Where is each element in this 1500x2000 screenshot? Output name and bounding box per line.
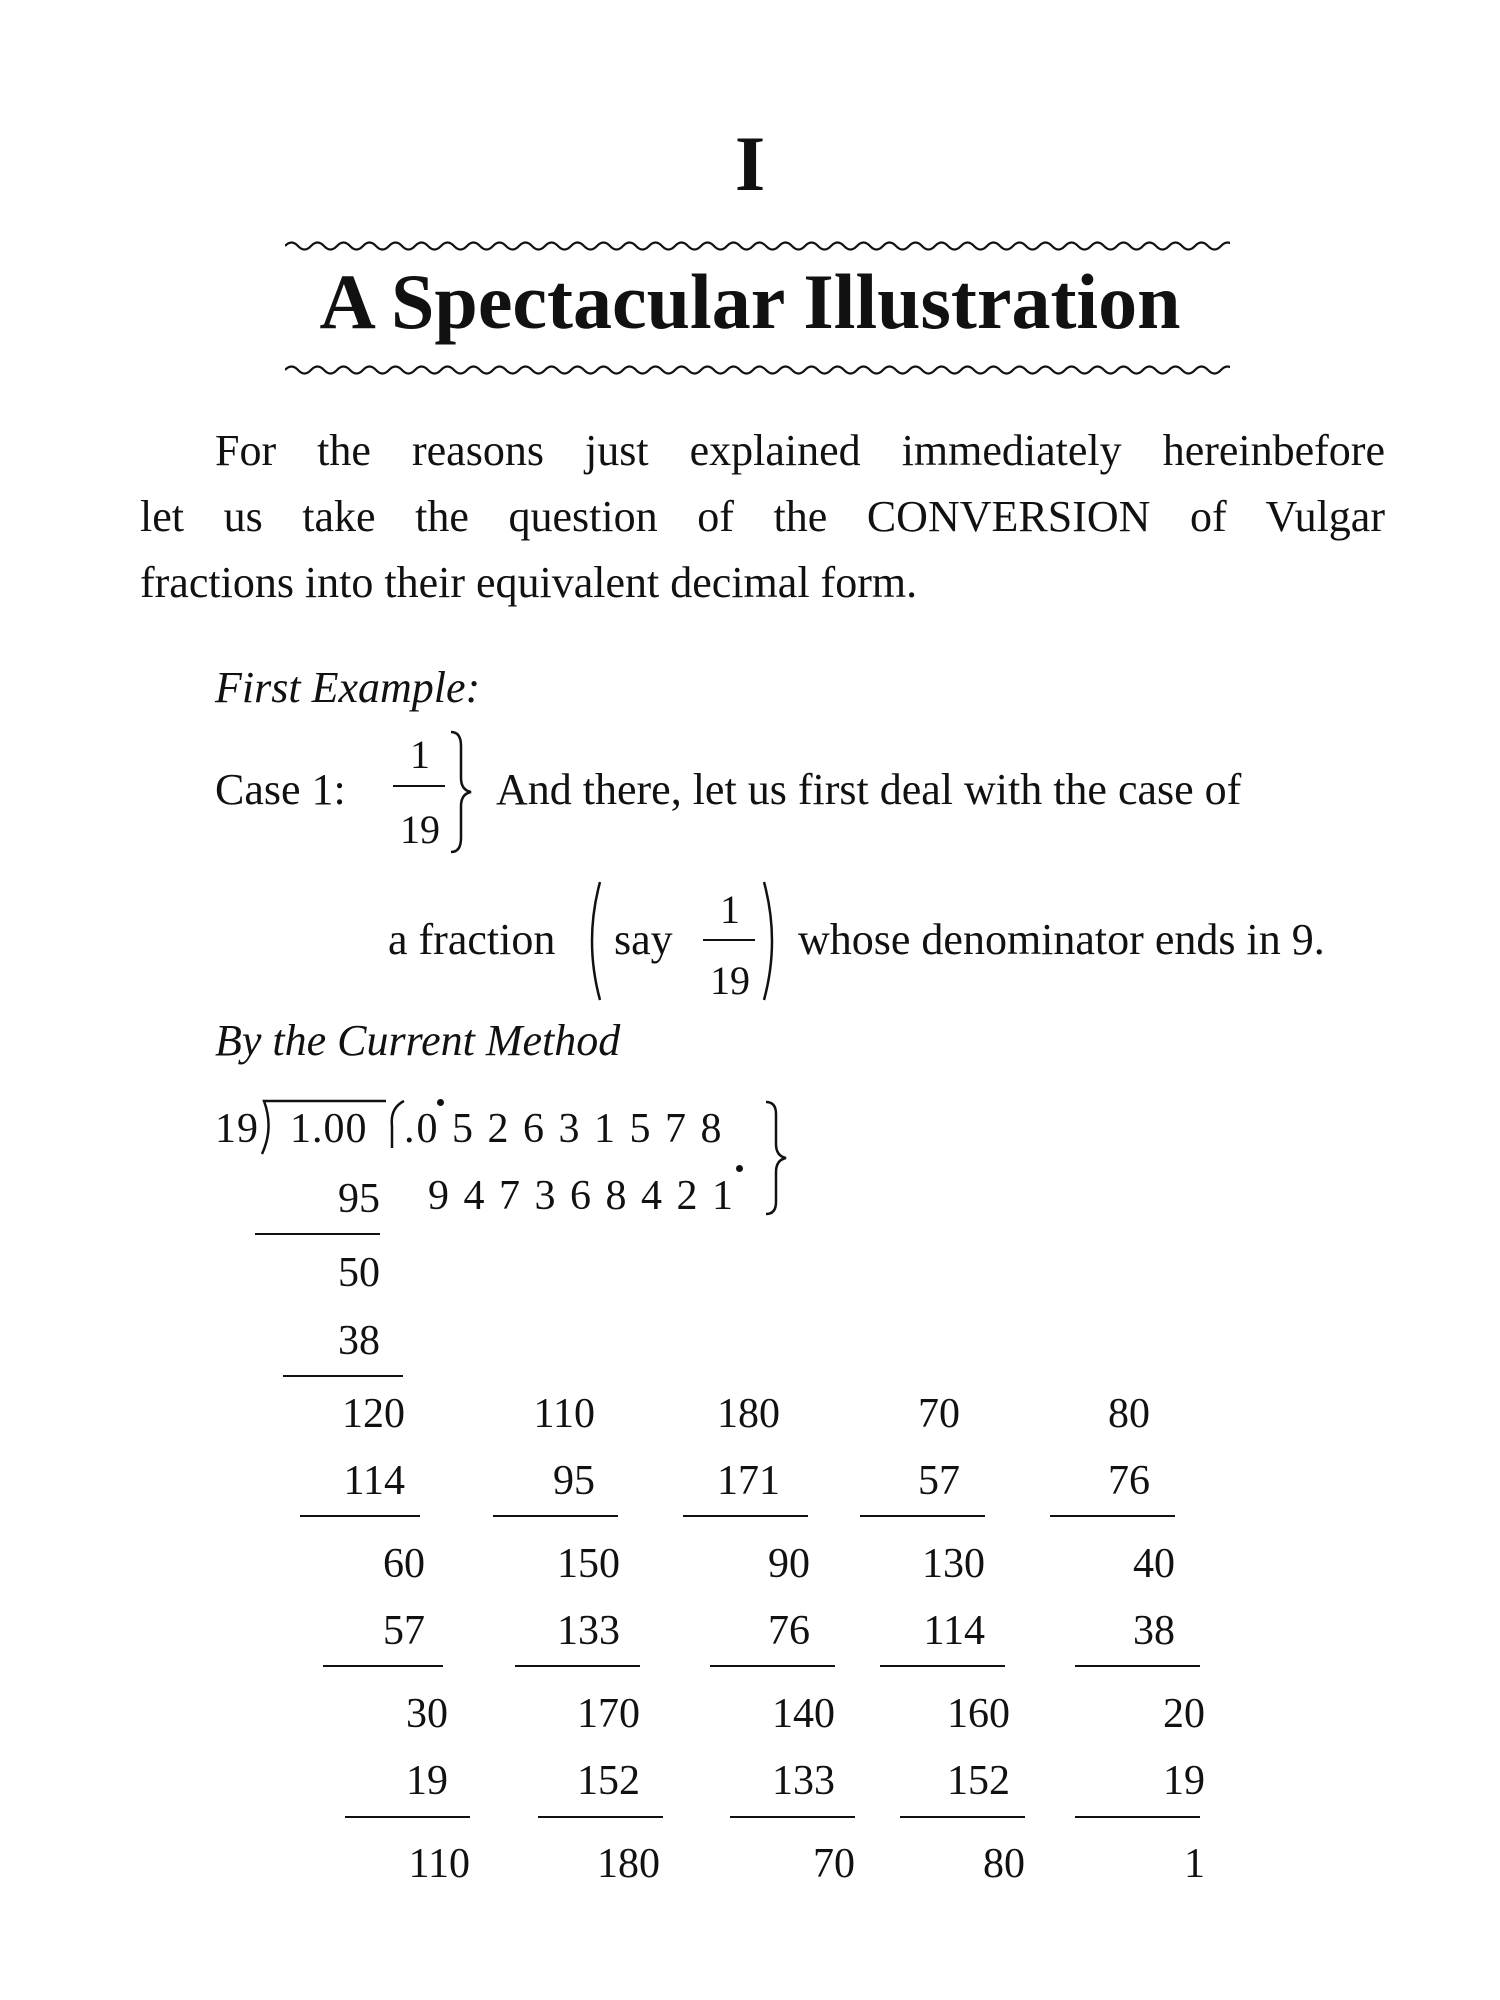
quotient-brace-icon: [762, 1098, 794, 1218]
say-fraction-denominator: 19: [710, 958, 750, 1003]
col4-rule: [860, 1515, 985, 1517]
intro-line-3: fractions into their equivalent decimal form.: [140, 558, 918, 607]
col1-value: 60: [383, 1541, 425, 1587]
right-paren-icon: [760, 878, 784, 1004]
intro-line-1: For the reasons just explained immediately hereinbefore: [215, 426, 1385, 475]
col3-rule: [730, 1816, 855, 1818]
step-50: 50: [338, 1250, 380, 1296]
col5-value: 38: [1133, 1608, 1175, 1654]
col2-rule: [538, 1816, 663, 1818]
col1-rule: [323, 1665, 443, 1667]
col2-value: 150: [557, 1541, 620, 1587]
col2-value: 180: [597, 1841, 660, 1887]
col5-rule: [1050, 1515, 1175, 1517]
col5-value: 20: [1163, 1691, 1205, 1737]
quotient-row-1: .0 5 2 6 3 1 5 7 8: [404, 1106, 724, 1152]
col1-value: 120: [342, 1391, 405, 1437]
left-paren-icon: [580, 878, 604, 1004]
col4-value: 80: [983, 1841, 1025, 1887]
col1-value: 110: [408, 1841, 470, 1887]
intro-line-2: let us take the question of the CONVERSION of Vulgar: [140, 492, 1385, 541]
recurring-dot-end: [736, 1165, 743, 1172]
step-rule: [283, 1375, 403, 1377]
col4-value: 114: [923, 1608, 985, 1654]
col2-value: 152: [577, 1758, 640, 1804]
dividend: 1.00: [290, 1106, 368, 1152]
col5-rule: [1075, 1816, 1200, 1818]
top-wavy-rule: [285, 236, 1230, 256]
col3-value: 140: [772, 1691, 835, 1737]
col4-value: 130: [922, 1541, 985, 1587]
col1-value: 19: [406, 1758, 448, 1804]
fraction-phrase: a fraction: [388, 915, 556, 964]
col4-rule: [880, 1665, 1005, 1667]
col4-value: 160: [947, 1691, 1010, 1737]
case-fraction-numerator: 1: [410, 732, 430, 777]
col3-value: 180: [717, 1391, 780, 1437]
case-fraction-denominator: 19: [400, 807, 440, 852]
col2-value: 170: [577, 1691, 640, 1737]
col3-rule: [710, 1665, 835, 1667]
denominator-text: whose denominator ends in 9.: [798, 915, 1325, 964]
col5-value: 19: [1163, 1758, 1205, 1804]
case-label: Case 1:: [215, 765, 346, 814]
col3-value: 171: [717, 1458, 780, 1504]
step-95: 95: [338, 1176, 380, 1222]
col4-value: 70: [918, 1391, 960, 1437]
page-title: A Spectacular Illustration: [319, 258, 1181, 345]
col3-value: 70: [813, 1841, 855, 1887]
say-fraction-bar: [703, 939, 755, 941]
col5-value: 76: [1108, 1458, 1150, 1504]
col1-value: 57: [383, 1608, 425, 1654]
intro-paragraph: [140, 418, 1385, 616]
col5-value: 1: [1184, 1841, 1205, 1887]
col3-value: 76: [768, 1608, 810, 1654]
say-fraction-numerator: 1: [720, 887, 740, 932]
step-rule: [255, 1233, 380, 1235]
col3-rule: [683, 1515, 808, 1517]
col1-value: 114: [343, 1458, 405, 1504]
chapter-number: I: [734, 120, 766, 207]
col4-rule: [900, 1816, 1025, 1818]
quotient-row-2: 9 4 7 3 6 8 4 2 1: [428, 1173, 735, 1219]
right-brace-icon: [447, 728, 477, 856]
recurring-dot-start: [437, 1099, 444, 1106]
col5-value: 40: [1133, 1541, 1175, 1587]
col1-value: 30: [406, 1691, 448, 1737]
col1-rule: [300, 1515, 420, 1517]
step-38: 38: [338, 1318, 380, 1364]
col2-value: 95: [553, 1458, 595, 1504]
divisor: 19: [215, 1106, 259, 1152]
say-word: say: [614, 915, 673, 964]
col2-value: 110: [533, 1391, 595, 1437]
col3-value: 90: [768, 1541, 810, 1587]
method-heading: By the Current Method: [215, 1016, 621, 1065]
col4-value: 152: [947, 1758, 1010, 1804]
col1-rule: [345, 1816, 470, 1818]
col3-value: 133: [772, 1758, 835, 1804]
col2-rule: [515, 1665, 640, 1667]
col2-rule: [493, 1515, 618, 1517]
case-text: And there, let us first deal with the case of: [496, 765, 1242, 814]
first-example-heading: First Example:: [215, 663, 481, 712]
case-fraction-bar: [393, 785, 445, 787]
col4-value: 57: [918, 1458, 960, 1504]
bottom-wavy-rule: [285, 360, 1230, 380]
col2-value: 133: [557, 1608, 620, 1654]
col5-rule: [1075, 1665, 1200, 1667]
col5-value: 80: [1108, 1391, 1150, 1437]
